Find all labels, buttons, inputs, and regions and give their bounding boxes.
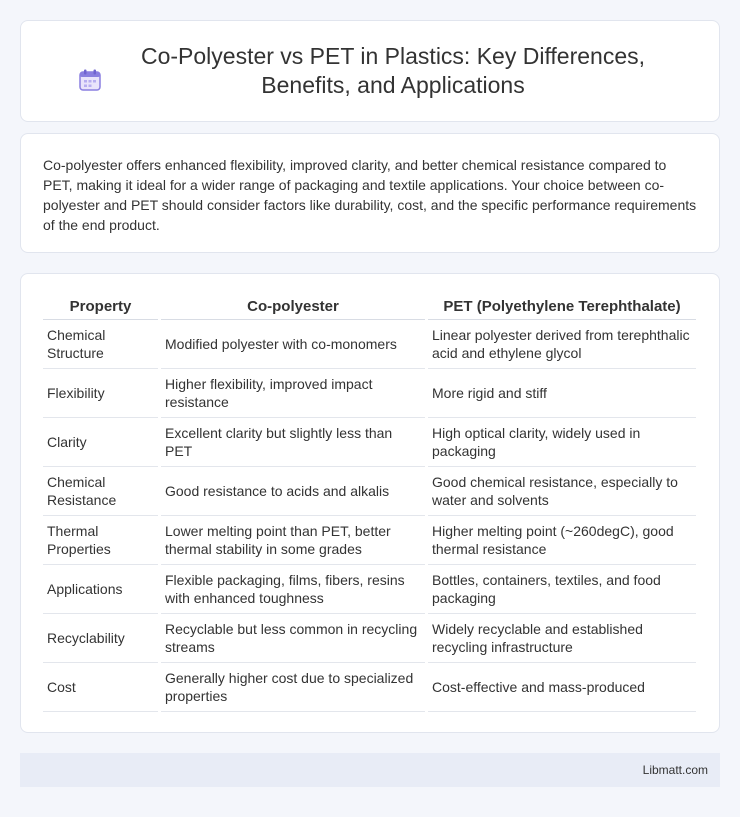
- row-co-polyester: Good resistance to acids and alkalis: [161, 467, 425, 516]
- row-pet: Widely recyclable and established recycling infrastructure: [428, 614, 696, 663]
- table-row: [43, 663, 696, 712]
- row-co-polyester: Flexible packaging, films, fibers, resins with enhanced toughness: [161, 565, 425, 614]
- table-header-row: [43, 294, 696, 320]
- row-property: Recyclability: [43, 614, 158, 663]
- intro-card: [20, 133, 720, 253]
- footer: [20, 753, 720, 787]
- footer-brand-link[interactable]: Libmatt.com: [642, 763, 708, 777]
- row-pet: Bottles, containers, textiles, and food packaging: [428, 565, 696, 614]
- table-row: [43, 516, 696, 565]
- title-wrap: [70, 42, 670, 100]
- table-row: [43, 467, 696, 516]
- row-pet: More rigid and stiff: [428, 369, 696, 418]
- table-row: [43, 320, 696, 369]
- title-card: [20, 20, 720, 122]
- row-property: Flexibility: [43, 369, 158, 418]
- row-pet: Higher melting point (~260degC), good thermal resistance: [428, 516, 696, 565]
- header-pet: PET (Polyethylene Terephthalate): [428, 294, 696, 320]
- row-pet: High optical clarity, widely used in packaging: [428, 418, 696, 467]
- intro-paragraph: Co-polyester offers enhanced flexibility, improved clarity, and better chemical resistance compared to PET, making it ideal for a wider range of packaging and textile applications. Your choice between co-polyester and PET should consider factors like durability, cost, and the specific performance requirements of the end product.: [43, 157, 697, 233]
- row-co-polyester: Recyclable but less common in recycling streams: [161, 614, 425, 663]
- page-title: Co-Polyester vs PET in Plastics: Key Differences, Benefits, and Applications: [140, 43, 646, 98]
- row-property: Cost: [43, 663, 158, 712]
- comparison-table: [40, 294, 699, 712]
- table-row: [43, 565, 696, 614]
- row-co-polyester: Lower melting point than PET, better thermal stability in some grades: [161, 516, 425, 565]
- row-co-polyester: Generally higher cost due to specialized properties: [161, 663, 425, 712]
- calendar-icon: [77, 67, 103, 93]
- row-property: Thermal Properties: [43, 516, 158, 565]
- table-row: [43, 369, 696, 418]
- comparison-table-card: [20, 273, 720, 733]
- row-property: Clarity: [43, 418, 158, 467]
- row-property: Chemical Resistance: [43, 467, 158, 516]
- table-row: [43, 614, 696, 663]
- row-pet: Good chemical resistance, especially to water and solvents: [428, 467, 696, 516]
- header-property: Property: [43, 294, 158, 320]
- row-property: Applications: [43, 565, 158, 614]
- row-property: Chemical Structure: [43, 320, 158, 369]
- row-pet: Cost-effective and mass-produced: [428, 663, 696, 712]
- header-co-polyester: Co-polyester: [161, 294, 425, 320]
- row-pet: Linear polyester derived from terephthalic acid and ethylene glycol: [428, 320, 696, 369]
- row-co-polyester: Excellent clarity but slightly less than PET: [161, 418, 425, 467]
- table-row: [43, 418, 696, 467]
- row-co-polyester: Modified polyester with co-monomers: [161, 320, 425, 369]
- row-co-polyester: Higher flexibility, improved impact resistance: [161, 369, 425, 418]
